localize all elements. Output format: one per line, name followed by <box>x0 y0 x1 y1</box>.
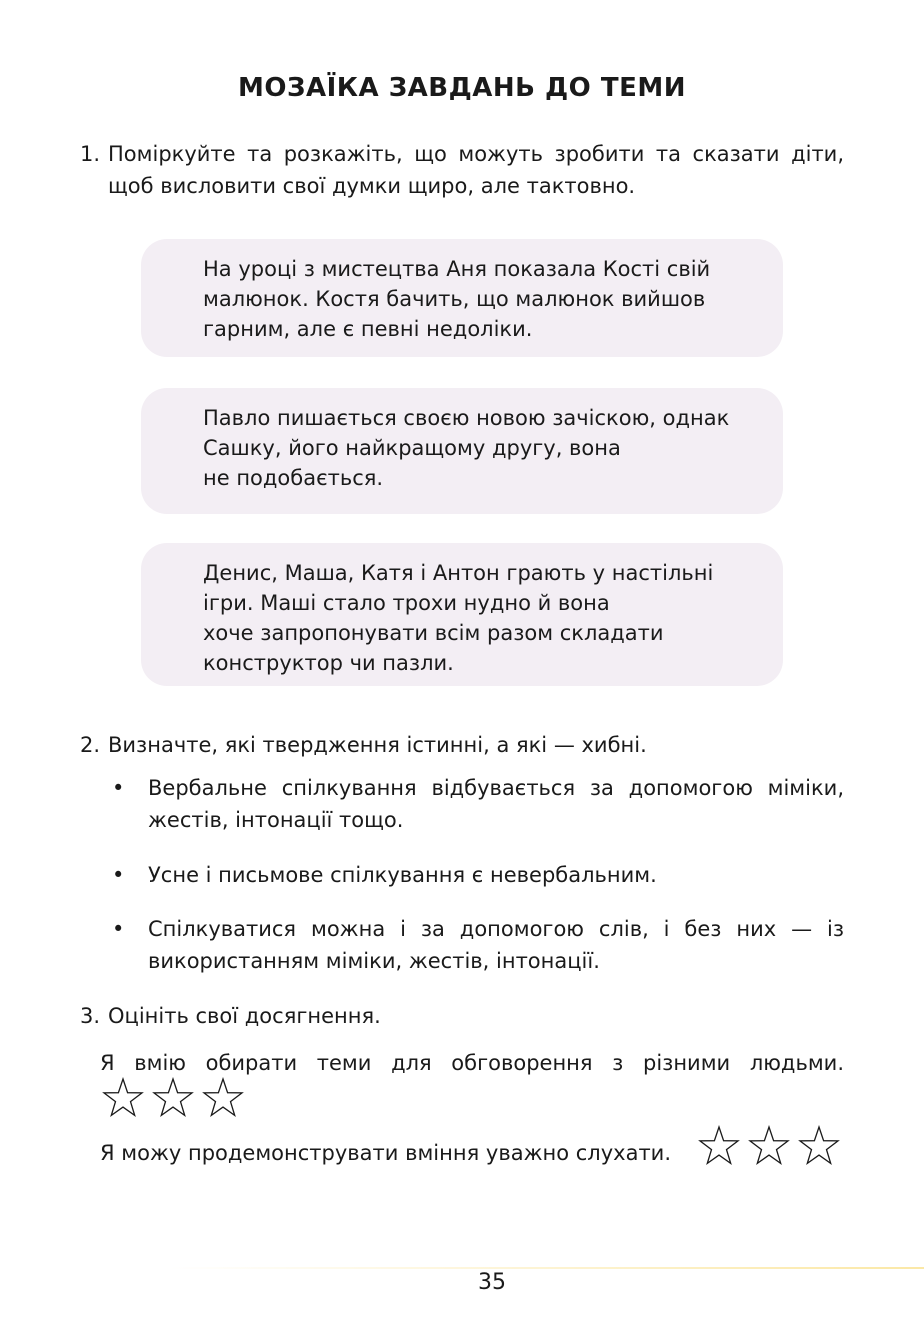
star-outline-icon[interactable] <box>798 1125 840 1167</box>
skill-statement-1: Я вмію обирати теми для обговорення з різними людьми. <box>100 1051 844 1075</box>
star-outline-icon[interactable] <box>152 1077 194 1119</box>
task-1-text: Поміркуйте та розкажіть, що можуть зробити та сказати діти, щоб висловити свої думки щиро, але тактовно. <box>108 142 844 198</box>
star-outline-icon[interactable] <box>698 1125 740 1167</box>
footer-divider <box>170 1267 924 1269</box>
statement-3 <box>112 913 844 977</box>
scenario-card-3: Денис, Маша, Катя і Антон грають у настільні ігри. Маші стало трохи нудно й вона хоче запропонувати всім разом складати конструктор чи пазли. <box>141 543 783 686</box>
task-2 <box>80 729 844 761</box>
page-number: 35 <box>478 1270 506 1295</box>
star-outline-icon[interactable] <box>102 1077 144 1119</box>
task-2-number: 2. <box>80 733 101 757</box>
skill-2-rating <box>698 1125 840 1167</box>
star-outline-icon[interactable] <box>748 1125 790 1167</box>
task-3-number: 3. <box>80 1004 101 1028</box>
statement-text: Усне і письмове спілкування є невербальним. <box>148 863 657 887</box>
task-3-text: Оцініть свої досягнення. <box>108 1004 381 1028</box>
task-3 <box>80 1000 844 1032</box>
statement-text: Вербальне спілкування відбувається за допомогою міміки, жестів, інтонації тощо. <box>148 776 844 832</box>
statement-text: Спілкуватися можна і за допомогою слів, і без них — із використанням міміки, жестів, інтонації. <box>148 917 844 973</box>
task-2-text: Визначте, які твердження істинні, а які — хибні. <box>108 733 647 757</box>
bullet-icon: • <box>112 917 125 941</box>
skill-1-rating <box>102 1077 244 1119</box>
statement-2 <box>112 859 844 891</box>
star-outline-icon[interactable] <box>202 1077 244 1119</box>
bullet-icon: • <box>112 776 125 800</box>
scenario-card-1: На уроці з мистецтва Аня показала Кості свій малюнок. Костя бачить, що малюнок вийшов гарним, але є певні недоліки. <box>141 239 783 357</box>
task-1-number: 1. <box>80 142 101 166</box>
skill-statement-2: Я можу продемонструвати вміння уважно слухати. <box>100 1141 671 1165</box>
scenario-card-2: Павло пишається своєю новою зачіскою, однак Сашку, його найкращому другу, вона не подобається. <box>141 388 783 514</box>
statement-1 <box>112 772 844 836</box>
bullet-icon: • <box>112 863 125 887</box>
page-title: МОЗАЇКА ЗАВДАНЬ ДО ТЕМИ <box>238 73 686 103</box>
task-1 <box>80 138 844 202</box>
